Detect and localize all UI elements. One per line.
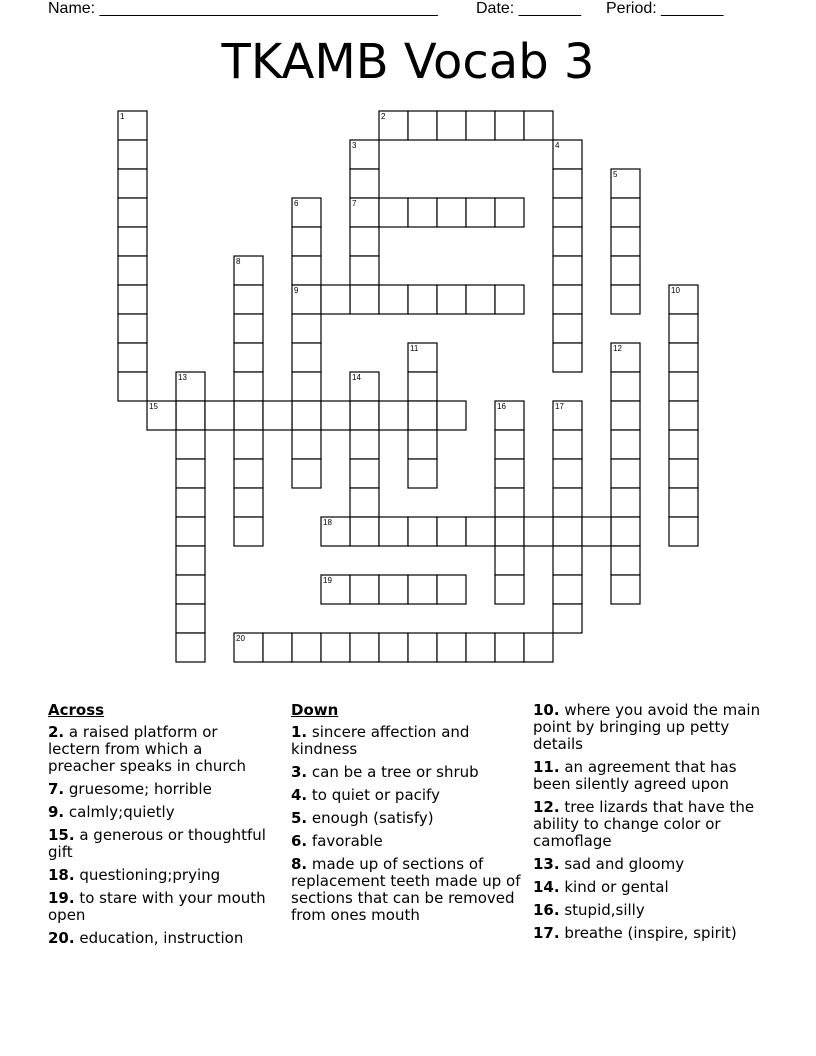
grid-cell[interactable]: [234, 488, 263, 517]
cell-number: 11: [410, 344, 419, 353]
grid-cell[interactable]: [524, 111, 553, 140]
grid-cell[interactable]: [553, 314, 582, 343]
across-heading: Across: [48, 701, 105, 719]
grid-cell[interactable]: [350, 401, 379, 430]
page-title: TKAMB Vocab 3: [221, 34, 595, 90]
grid-cell[interactable]: [118, 285, 147, 314]
grid-cell[interactable]: [118, 314, 147, 343]
grid-cell[interactable]: [669, 488, 698, 517]
grid-cell[interactable]: [408, 517, 437, 546]
clue-text: a raised platform or lectern from which a preacher speaks in church: [48, 723, 247, 775]
clue-number: 19.: [48, 889, 75, 907]
across-clue-list: [48, 724, 273, 947]
grid-cell[interactable]: [234, 372, 263, 401]
grid-cell[interactable]: [350, 517, 379, 546]
clue-text: questioning;prying: [74, 866, 221, 884]
clue-number: 11.: [533, 758, 560, 776]
clue-number: 15.: [48, 826, 75, 844]
grid-cell[interactable]: [292, 227, 321, 256]
clue-down-4: [291, 787, 523, 804]
grid-cell[interactable]: [611, 401, 640, 430]
date-field[interactable]: Date: _______: [476, 0, 581, 17]
grid-cell[interactable]: [379, 198, 408, 227]
clue-number: 6.: [291, 832, 308, 850]
grid-cell[interactable]: [669, 314, 698, 343]
clue-text: kind or gental: [559, 878, 669, 896]
grid-cell[interactable]: [263, 633, 292, 662]
grid-cell[interactable]: [350, 430, 379, 459]
grid-cell[interactable]: [553, 430, 582, 459]
clue-across-9: [48, 804, 273, 821]
clue-across-18: [48, 867, 273, 884]
grid-cell[interactable]: [495, 430, 524, 459]
grid-cell[interactable]: [350, 169, 379, 198]
grid-cell[interactable]: [611, 575, 640, 604]
clue-number: 2.: [48, 723, 65, 741]
clue-number: 18.: [48, 866, 75, 884]
grid-cell[interactable]: [321, 633, 350, 662]
clue-down-16: [533, 902, 773, 919]
clue-number: 5.: [291, 809, 308, 827]
grid-cell[interactable]: [611, 285, 640, 314]
grid-cell[interactable]: [379, 285, 408, 314]
grid-cell[interactable]: [176, 546, 205, 575]
clue-down-6: [291, 833, 523, 850]
grid-cell[interactable]: [611, 198, 640, 227]
grid-cell[interactable]: [176, 488, 205, 517]
grid-cell[interactable]: [350, 575, 379, 604]
cell-number: 18: [323, 518, 332, 527]
grid-cell[interactable]: [669, 430, 698, 459]
cell-number: 5: [613, 170, 618, 179]
grid-cell[interactable]: [408, 459, 437, 488]
grid-cell[interactable]: [437, 198, 466, 227]
grid-cell[interactable]: [176, 401, 205, 430]
grid-cell[interactable]: [669, 343, 698, 372]
grid-cell[interactable]: [292, 401, 321, 430]
clue-text: made up of sections of replacement teeth made up of sections that can be removed from ones mouth: [291, 855, 521, 924]
grid-cell[interactable]: [350, 488, 379, 517]
cell-number: 8: [236, 257, 241, 266]
grid-cell[interactable]: [292, 430, 321, 459]
clue-text: where you avoid the main point by bringing up petty details: [533, 701, 761, 753]
cell-number: 20: [236, 634, 245, 643]
grid-cell[interactable]: [176, 575, 205, 604]
clue-text: breathe (inspire, spirit): [559, 924, 737, 942]
grid-cell[interactable]: [437, 633, 466, 662]
clue-down-5: [291, 810, 523, 827]
grid-cell[interactable]: [611, 256, 640, 285]
grid-cell[interactable]: [611, 227, 640, 256]
clue-text: tree lizards that have the ability to change color or camoflage: [533, 798, 755, 850]
grid-cell[interactable]: [437, 285, 466, 314]
clue-number: 7.: [48, 780, 65, 798]
clue-across-2: [48, 724, 273, 775]
grid-cell[interactable]: [234, 314, 263, 343]
clue-text: to quiet or pacify: [307, 786, 440, 804]
grid-cell[interactable]: [176, 517, 205, 546]
clue-text: enough (satisfy): [307, 809, 434, 827]
grid-cell[interactable]: [553, 227, 582, 256]
grid-cell[interactable]: [495, 633, 524, 662]
grid-cell[interactable]: [611, 546, 640, 575]
grid-cell[interactable]: [495, 575, 524, 604]
grid-cell[interactable]: [118, 169, 147, 198]
clue-number: 20.: [48, 929, 75, 947]
clue-text: favorable: [307, 832, 383, 850]
down-column: [291, 702, 523, 930]
cell-number: 2: [381, 112, 386, 121]
cell-number: 3: [352, 141, 357, 150]
grid-cell[interactable]: [466, 111, 495, 140]
clue-text: sad and gloomy: [559, 855, 685, 873]
grid-cell[interactable]: [408, 285, 437, 314]
grid-cell[interactable]: [350, 256, 379, 285]
period-field[interactable]: Period: _______: [606, 0, 724, 17]
grid-cell[interactable]: [408, 401, 437, 430]
grid-cell[interactable]: [292, 256, 321, 285]
grid-cell[interactable]: [234, 430, 263, 459]
grid-cell[interactable]: [350, 227, 379, 256]
grid-cell[interactable]: [524, 517, 553, 546]
clue-number: 10.: [533, 701, 560, 719]
grid-cell[interactable]: [292, 459, 321, 488]
grid-cell[interactable]: [350, 633, 379, 662]
name-field[interactable]: Name: ______________________________________: [48, 0, 438, 17]
clue-text: stupid,silly: [559, 901, 645, 919]
cell-number: 19: [323, 576, 332, 585]
grid-cell[interactable]: [611, 430, 640, 459]
cell-number: 7: [352, 199, 357, 208]
grid-cell[interactable]: [292, 314, 321, 343]
grid-cell[interactable]: [553, 575, 582, 604]
grid-cell[interactable]: [553, 285, 582, 314]
clue-across-7: [48, 781, 273, 798]
grid-cell[interactable]: [669, 517, 698, 546]
grid-cell[interactable]: [437, 401, 466, 430]
grid-cell[interactable]: [234, 343, 263, 372]
grid-cell[interactable]: [582, 517, 611, 546]
clue-number: 8.: [291, 855, 308, 873]
across-column: [48, 702, 273, 953]
clue-number: 3.: [291, 763, 308, 781]
clue-down-13: [533, 856, 773, 873]
down-heading: Down: [291, 701, 339, 719]
cell-number: 12: [613, 344, 622, 353]
grid-cell[interactable]: [350, 285, 379, 314]
down-column-continued: [533, 702, 773, 948]
grid-cell[interactable]: [118, 343, 147, 372]
grid-cell[interactable]: [466, 517, 495, 546]
grid-cell[interactable]: [263, 401, 292, 430]
grid-cell[interactable]: [408, 575, 437, 604]
grid-cell[interactable]: [466, 285, 495, 314]
clue-text: sincere affection and kindness: [291, 723, 470, 758]
cell-number: 14: [352, 373, 361, 382]
grid-cell[interactable]: [118, 256, 147, 285]
clue-across-20: [48, 930, 273, 947]
clue-number: 16.: [533, 901, 560, 919]
grid-cell[interactable]: [176, 430, 205, 459]
grid-cell[interactable]: [611, 488, 640, 517]
grid-cell[interactable]: [524, 633, 553, 662]
clue-number: 9.: [48, 803, 65, 821]
clue-text: an agreement that has been silently agreed upon: [533, 758, 737, 793]
grid-cell[interactable]: [495, 198, 524, 227]
grid-cell[interactable]: [495, 546, 524, 575]
grid-cell[interactable]: [118, 198, 147, 227]
clue-number: 14.: [533, 878, 560, 896]
grid-cell[interactable]: [553, 169, 582, 198]
grid-cell[interactable]: [466, 198, 495, 227]
cell-number: 4: [555, 141, 560, 150]
grid-cell[interactable]: [437, 517, 466, 546]
grid-cell[interactable]: [379, 517, 408, 546]
grid-cell[interactable]: [292, 343, 321, 372]
clue-text: a generous or thoughtful gift: [48, 826, 266, 861]
grid-cell[interactable]: [408, 633, 437, 662]
grid-cell[interactable]: [669, 459, 698, 488]
grid-cell[interactable]: [118, 140, 147, 169]
clue-down-12: [533, 799, 773, 850]
grid-cell[interactable]: [408, 372, 437, 401]
grid-cell[interactable]: [408, 111, 437, 140]
clue-number: 13.: [533, 855, 560, 873]
grid-cell[interactable]: [553, 517, 582, 546]
clue-across-15: [48, 827, 273, 861]
clue-text: calmly;quietly: [64, 803, 175, 821]
clue-down-1: [291, 724, 523, 758]
clue-text: gruesome; horrible: [64, 780, 212, 798]
grid-cell[interactable]: [669, 401, 698, 430]
cell-number: 9: [294, 286, 299, 295]
grid-cell[interactable]: [176, 604, 205, 633]
clue-text: education, instruction: [74, 929, 244, 947]
grid-cell[interactable]: [495, 488, 524, 517]
cell-number: 13: [178, 373, 187, 382]
cell-number: 1: [120, 112, 125, 121]
clue-number: 1.: [291, 723, 308, 741]
grid-cell[interactable]: [437, 111, 466, 140]
grid-cell[interactable]: [611, 459, 640, 488]
grid-cell[interactable]: [205, 401, 234, 430]
grid-cell[interactable]: [669, 372, 698, 401]
grid-cell[interactable]: [234, 285, 263, 314]
grid-cell[interactable]: [176, 459, 205, 488]
grid-cell[interactable]: [495, 285, 524, 314]
grid-cell[interactable]: [379, 633, 408, 662]
grid-cell[interactable]: [437, 575, 466, 604]
clue-number: 4.: [291, 786, 308, 804]
grid-cell[interactable]: [553, 343, 582, 372]
grid-cell[interactable]: [611, 372, 640, 401]
clue-text: can be a tree or shrub: [307, 763, 479, 781]
clue-down-17: [533, 925, 773, 942]
grid-cell[interactable]: [495, 459, 524, 488]
clue-down-8: [291, 856, 523, 924]
clue-text: to stare with your mouth open: [48, 889, 266, 924]
grid-cell[interactable]: [553, 604, 582, 633]
grid-cell[interactable]: [553, 198, 582, 227]
cell-number: 16: [497, 402, 506, 411]
grid-cell[interactable]: [466, 633, 495, 662]
grid-cell[interactable]: [234, 401, 263, 430]
grid-cell[interactable]: [495, 111, 524, 140]
grid-cell[interactable]: [408, 430, 437, 459]
clue-number: 17.: [533, 924, 560, 942]
grid-cell[interactable]: [553, 488, 582, 517]
grid-cell[interactable]: [292, 372, 321, 401]
down-clue-list: [291, 724, 523, 924]
cell-number: 17: [555, 402, 564, 411]
cell-number: 10: [671, 286, 680, 295]
grid-cell[interactable]: [321, 401, 350, 430]
grid-cell[interactable]: [379, 401, 408, 430]
clue-across-19: [48, 890, 273, 924]
grid-cell[interactable]: [292, 633, 321, 662]
grid-cell[interactable]: [118, 372, 147, 401]
grid-cell[interactable]: [553, 546, 582, 575]
clue-down-11: [533, 759, 773, 793]
grid-cell[interactable]: [553, 256, 582, 285]
grid-cell[interactable]: [350, 459, 379, 488]
grid-cell[interactable]: [321, 285, 350, 314]
grid-cell[interactable]: [118, 227, 147, 256]
clue-down-14: [533, 879, 773, 896]
grid-cell[interactable]: [234, 517, 263, 546]
cell-number: 15: [149, 402, 158, 411]
grid-cell[interactable]: [495, 517, 524, 546]
clue-down-3: [291, 764, 523, 781]
grid-cell[interactable]: [553, 459, 582, 488]
grid-cell[interactable]: [611, 517, 640, 546]
clue-number: 12.: [533, 798, 560, 816]
cell-number: 6: [294, 199, 299, 208]
grid-cell[interactable]: [379, 575, 408, 604]
clue-down-10: [533, 702, 773, 753]
grid-cell[interactable]: [234, 459, 263, 488]
grid-cell[interactable]: [408, 198, 437, 227]
grid-cell[interactable]: [176, 633, 205, 662]
